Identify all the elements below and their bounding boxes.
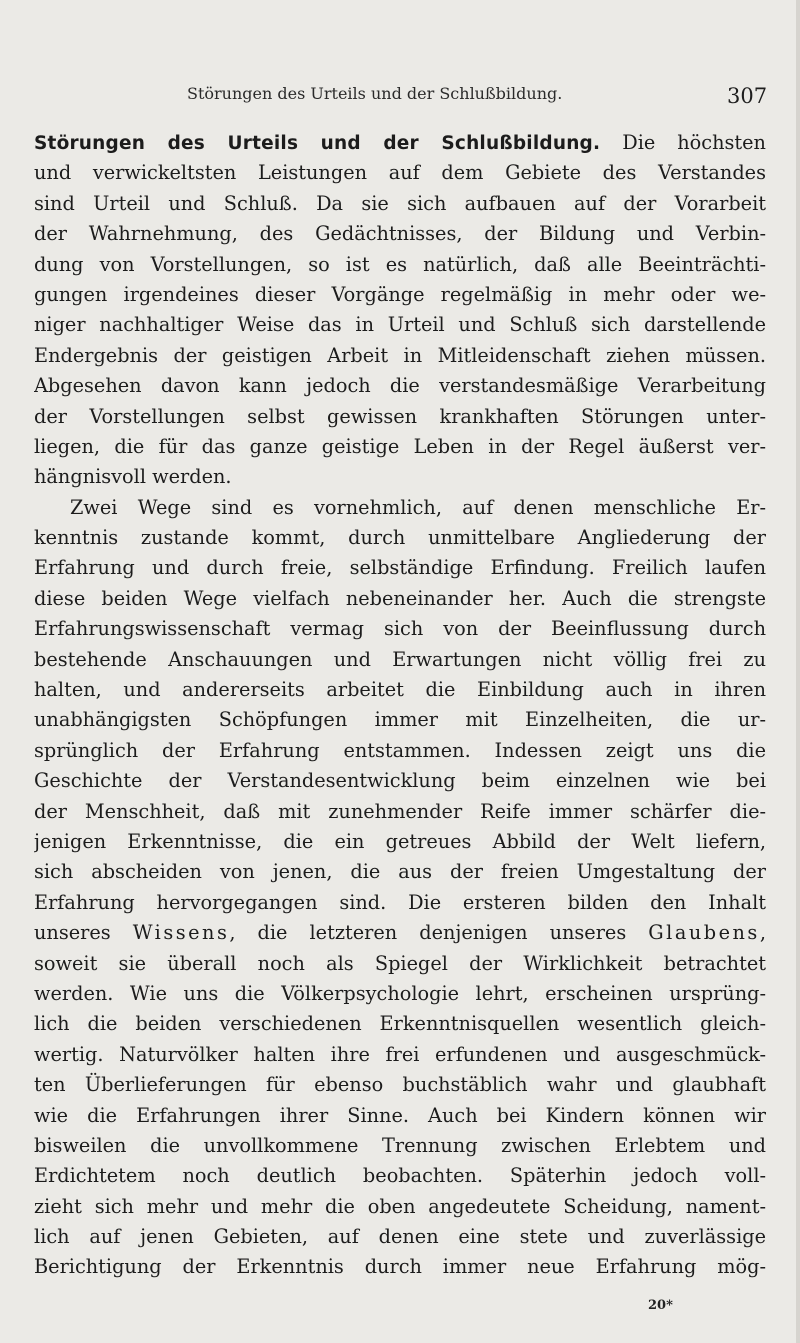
text-line: Geschichte der Verstandesentwicklung beim einzelnen wie bei: [34, 769, 766, 793]
emphasis-glaubens: Glaubens: [648, 921, 760, 945]
text-line: Erfahrung und durch freie, selbständige Erfindung. Freilich laufen: [34, 556, 766, 580]
page-number: 307: [727, 84, 768, 108]
text-line: zieht sich mehr und mehr die oben angedeutete Scheidung, nament-: [34, 1194, 766, 1218]
text-line: [34, 128, 766, 158]
text-line: kenntnis zustande kommt, durch unmittelbare Angliederung der: [34, 526, 766, 550]
text-line: halten, und andererseits arbeitet die Einbildung auch in ihren: [34, 678, 766, 702]
text-line: Endergebnis der geistigen Arbeit in Mitleidenschaft ziehen müssen.: [34, 343, 766, 367]
text-line: der Menschheit, daß mit zunehmender Reife immer schärfer die-: [34, 799, 766, 823]
text-line: dung von Vorstellungen, so ist es natürlich, daß alle Beeinträchti-: [34, 252, 766, 276]
text-line: diese beiden Wege vielfach nebeneinander her. Auch die strengste: [34, 586, 766, 610]
text-line: der Wahrnehmung, des Gedächtnisses, der Bildung und Verbin-: [34, 222, 766, 246]
running-head: Störungen des Urteils und der Schlußbildung.: [187, 84, 563, 103]
text-line: ten Überlieferungen für ebenso buchstäblich wahr und glaubhaft: [34, 1073, 766, 1097]
body-text: [34, 128, 766, 1283]
text-line: bisweilen die unvollkommene Trennung zwischen Erlebtem und: [34, 1133, 766, 1157]
signature-mark: 20*: [648, 1298, 673, 1313]
text-line: Zwei Wege sind es vornehmlich, auf denen menschliche Er-: [70, 495, 766, 519]
text-line: Erfahrungswissenschaft vermag sich von der Beeinflussung durch: [34, 617, 766, 641]
text-line: hängnisvoll werden.: [34, 465, 232, 489]
text-line: gungen irgendeines dieser Vorgänge regelmäßig in mehr oder we-: [34, 282, 766, 306]
text-line: lich auf jenen Gebieten, auf denen eine stete und zuverlässige: [34, 1225, 766, 1249]
text-fragment: Die höchsten: [600, 131, 766, 154]
page-edge: [796, 0, 800, 1343]
text-line: niger nachhaltiger Weise das in Urteil und Schluß sich darstellende: [34, 313, 766, 337]
text-line: unabhängigsten Schöpfungen immer mit Einzelheiten, die ur-: [34, 708, 766, 732]
text-line: lich die beiden verschiedenen Erkenntnisquellen wesentlich gleich-: [34, 1012, 766, 1036]
text-line: wie die Erfahrungen ihrer Sinne. Auch bei Kindern können wir: [34, 1103, 766, 1127]
text-line: sich abscheiden von jenen, die aus der freien Umgestaltung der: [34, 860, 766, 884]
text-line: der Vorstellungen selbst gewissen krankhaften Störungen unter-: [34, 404, 766, 428]
emphasis-wissens: Wissens: [132, 921, 230, 945]
text-line: sprünglich der Erfahrung entstammen. Indessen zeigt uns die: [34, 738, 766, 762]
text-fragment: , die letzteren denjenigen unseres: [229, 921, 649, 945]
text-line: Erfahrung hervorgegangen sind. Die ersteren bilden den Inhalt: [34, 890, 766, 914]
text-line: wertig. Naturvölker halten ihre frei erfundenen und ausgeschmück-: [34, 1042, 766, 1066]
text-line: liegen, die für das ganze geistige Leben in der Regel äußerst ver-: [34, 434, 766, 458]
text-line: und verwickeltsten Leistungen auf dem Gebiete des Verstandes: [34, 161, 766, 185]
text-line: [34, 918, 766, 948]
section-heading: Störungen des Urteils und der Schlußbildung.: [34, 133, 601, 154]
text-line: sind Urteil und Schluß. Da sie sich aufbauen auf der Vorarbeit: [34, 191, 766, 215]
text-fragment: ,: [759, 921, 766, 945]
text-line: Erdichtetem noch deutlich beobachten. Späterhin jedoch voll-: [34, 1164, 766, 1188]
text-line: jenigen Erkenntnisse, die ein getreues Abbild der Welt liefern,: [34, 829, 766, 853]
text-line: werden. Wie uns die Völkerpsychologie lehrt, erscheinen ursprüng-: [34, 981, 766, 1005]
text-line: bestehende Anschauungen und Erwartungen nicht völlig frei zu: [34, 647, 766, 671]
text-line: soweit sie überall noch als Spiegel der Wirklichkeit betrachtet: [34, 951, 766, 975]
text-line: Abgesehen davon kann jedoch die verstandesmäßige Verarbeitung: [34, 374, 766, 398]
text-fragment: unseres: [34, 921, 133, 945]
text-line: Berichtigung der Erkenntnis durch immer neue Erfahrung mög-: [34, 1255, 766, 1279]
